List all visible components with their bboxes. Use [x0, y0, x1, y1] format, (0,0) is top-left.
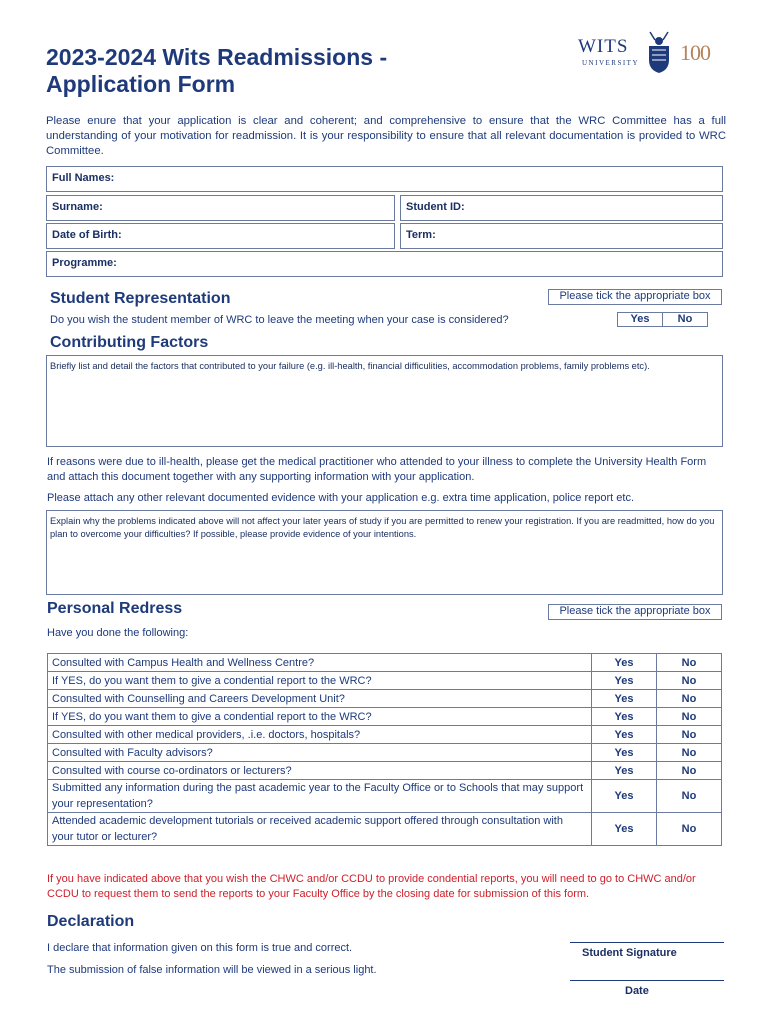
- redress-yes-checkbox[interactable]: Yes: [592, 813, 657, 846]
- table-row: [48, 726, 722, 744]
- redress-yes-checkbox[interactable]: Yes: [592, 672, 657, 690]
- term-label: Term:: [406, 229, 436, 241]
- redress-question: Consulted with other medical providers, .i.e. doctors, hospitals?: [48, 726, 592, 744]
- logo-wits-text: WITS: [578, 36, 629, 57]
- surname-label: Surname:: [52, 201, 103, 213]
- health-note: If reasons were due to ill-health, please get the medical practitioner who attended to your illness to complete the University Health Form and attach this document together with any supporting information with your application.: [47, 456, 707, 483]
- signature-line[interactable]: [570, 942, 724, 943]
- redress-no-checkbox[interactable]: No: [657, 762, 722, 780]
- attach-note: Please attach any other relevant documented evidence with your application e.g. extra time application, police report etc.: [47, 492, 635, 504]
- table-row: [48, 708, 722, 726]
- redress-no-checkbox[interactable]: No: [657, 708, 722, 726]
- student-representation-heading: Student Representation: [50, 290, 231, 307]
- programme-label: Programme:: [52, 257, 117, 269]
- full-names-field[interactable]: [46, 166, 723, 192]
- representation-no-checkbox[interactable]: No: [662, 312, 708, 327]
- intro-text: Please enure that your application is clear and coherent; and comprehensive to ensure that the WRC Committee has a full understanding of your motivation for readmission. It is your responsibility to ensure that all relevant documentation is provided to WRC Committee.: [46, 115, 726, 157]
- redress-table: [47, 653, 722, 846]
- redress-yes-checkbox[interactable]: Yes: [592, 654, 657, 672]
- full-names-label: Full Names:: [52, 172, 115, 184]
- logo-university-text: UNIVERSITY: [582, 59, 639, 67]
- declaration-line-1: I declare that information given on this form is true and correct.: [47, 942, 353, 954]
- redress-question: Consulted with Faculty advisors?: [48, 744, 592, 762]
- term-field[interactable]: [400, 223, 723, 249]
- redress-no-checkbox[interactable]: No: [657, 813, 722, 846]
- logo-100-text: 100: [680, 40, 710, 65]
- student-id-field[interactable]: [400, 195, 723, 221]
- redress-question: Consulted with Counselling and Careers Development Unit?: [48, 690, 592, 708]
- contributing-factors-instructions: Briefly list and detail the factors that contributed to your failure (e.g. ill-health, financial difficulities, accommodation problems, family problems etc).: [50, 361, 650, 371]
- wits-logo: [578, 26, 728, 76]
- condential-report-warning: If you have indicated above that you wish the CHWC and/or CCDU to provide condential reports, you will need to go to CHWC and/or CCDU to request them to send the reports to your Faculty Office by the closing date for submission of this form.: [47, 873, 696, 900]
- redress-no-checkbox[interactable]: No: [657, 726, 722, 744]
- table-row: [48, 744, 722, 762]
- redress-no-checkbox[interactable]: No: [657, 654, 722, 672]
- declaration-line-2: The submission of false information will be viewed in a serious light.: [47, 964, 377, 976]
- table-row: [48, 672, 722, 690]
- date-of-birth-label: Date of Birth:: [52, 229, 122, 241]
- declaration-heading: Declaration: [47, 913, 135, 930]
- contributing-factors-textarea[interactable]: [46, 355, 723, 447]
- redress-question: Consulted with Campus Health and Wellness Centre?: [48, 654, 592, 672]
- crest-icon: [646, 28, 672, 74]
- title-line-2: Application Form: [46, 71, 236, 97]
- programme-field[interactable]: [46, 251, 723, 277]
- title-line-1: 2023-2024 Wits Readmissions -: [46, 44, 388, 70]
- table-row: [48, 813, 722, 846]
- redress-intro: Have you done the following:: [47, 627, 189, 639]
- explain-textarea[interactable]: [46, 510, 723, 595]
- redress-yes-checkbox[interactable]: Yes: [592, 690, 657, 708]
- student-signature-label: Student Signature: [582, 947, 677, 959]
- date-line[interactable]: [570, 980, 724, 981]
- redress-yes-checkbox[interactable]: Yes: [592, 762, 657, 780]
- redress-yes-checkbox[interactable]: Yes: [592, 780, 657, 813]
- table-row: [48, 690, 722, 708]
- redress-no-checkbox[interactable]: No: [657, 744, 722, 762]
- tick-note-redress: Please tick the appropriate box: [548, 604, 722, 620]
- redress-question: If YES, do you want them to give a condential report to the WRC?: [48, 672, 592, 690]
- explain-instructions: Explain why the problems indicated above will not affect your later years of study if you are permitted to renew your registration. If you are readmitted, how do you plan to overcome your difficulties? If possible, please provide evidence of your intentions.: [50, 516, 715, 539]
- redress-question: Submitted any information during the past academic year to the Faculty Office or to Schools that may support your representation?: [48, 780, 592, 813]
- redress-yes-checkbox[interactable]: Yes: [592, 726, 657, 744]
- redress-yes-checkbox[interactable]: Yes: [592, 708, 657, 726]
- representation-question: Do you wish the student member of WRC to leave the meeting when your case is considered?: [50, 314, 509, 326]
- redress-no-checkbox[interactable]: No: [657, 690, 722, 708]
- table-row: [48, 780, 722, 813]
- representation-yes-checkbox[interactable]: Yes: [617, 312, 663, 327]
- redress-no-checkbox[interactable]: No: [657, 780, 722, 813]
- redress-question: If YES, do you want them to give a condential report to the WRC?: [48, 708, 592, 726]
- redress-yes-checkbox[interactable]: Yes: [592, 744, 657, 762]
- date-label: Date: [625, 985, 649, 997]
- surname-field[interactable]: [46, 195, 395, 221]
- page-title: [46, 44, 387, 98]
- redress-question: Consulted with course co-ordinators or lecturers?: [48, 762, 592, 780]
- contributing-factors-heading: Contributing Factors: [50, 334, 209, 351]
- tick-note-representation: Please tick the appropriate box: [548, 289, 722, 305]
- date-of-birth-field[interactable]: [46, 223, 395, 249]
- personal-redress-heading: Personal Redress: [47, 600, 183, 617]
- redress-no-checkbox[interactable]: No: [657, 672, 722, 690]
- student-id-label: Student ID:: [406, 201, 465, 213]
- table-row: [48, 762, 722, 780]
- redress-question: Attended academic development tutorials or received academic support offered through consultation with your tutor or lecturer?: [48, 813, 592, 846]
- table-row: [48, 654, 722, 672]
